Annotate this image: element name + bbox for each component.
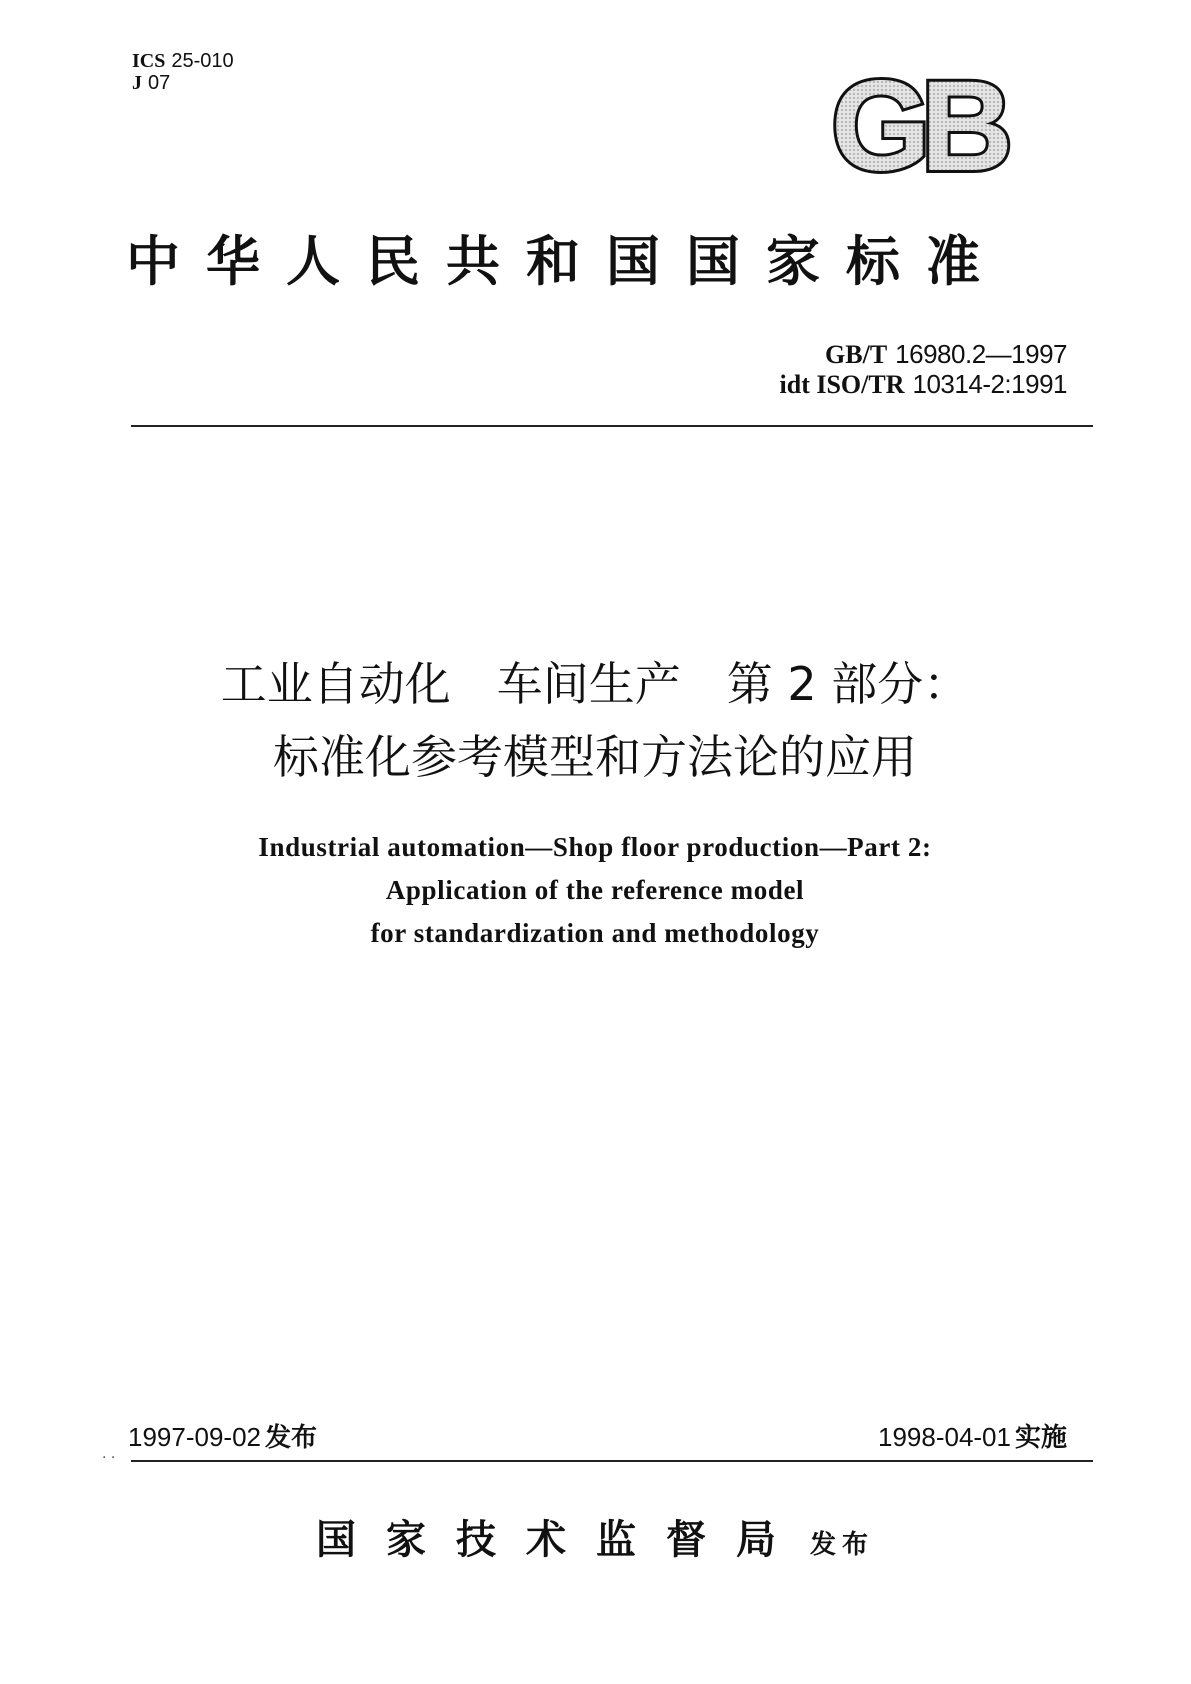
effective-date <box>878 1420 1067 1455</box>
issuer <box>120 1508 1070 1565</box>
scan-marks: · · <box>102 1450 116 1466</box>
footer-divider <box>131 1460 1093 1462</box>
ccs-code <box>132 72 170 94</box>
gb-standard-number <box>825 338 1067 371</box>
title-en-line-3: for standardization and methodology <box>370 918 820 948</box>
ics-value: 25-010 <box>171 50 234 72</box>
title-en-line-1: Industrial automation—Shop floor production—Part 2: <box>258 832 932 862</box>
header-divider <box>131 425 1093 427</box>
issue-date-value: 1997-09-02 <box>128 1422 261 1452</box>
title-cn-line-2: 标准化参考模型和方法论的应用 <box>273 730 917 784</box>
gb-logo-text: GB <box>831 72 1003 182</box>
ics-label: ICS <box>132 50 166 72</box>
gb-number: 16980.2—1997 <box>895 339 1067 369</box>
idt-prefix: idt ISO/TR <box>779 370 905 399</box>
ccs-label: J <box>132 72 142 94</box>
gb-prefix: GB/T <box>825 340 888 369</box>
gb-logo <box>812 72 1022 182</box>
issue-date-label: 发布 <box>265 1423 318 1453</box>
effective-date-value: 1998-04-01 <box>877 1422 1011 1452</box>
effective-date-label: 实施 <box>1014 1423 1067 1453</box>
issuer-organization: 国家技术监督局 <box>315 1516 806 1563</box>
idt-standard-number <box>780 368 1067 401</box>
ics-code <box>132 50 234 72</box>
issue-date <box>128 1420 317 1455</box>
ccs-value: 07 <box>148 72 171 94</box>
title-en-line-2: Application of the reference model <box>385 875 805 905</box>
issuer-action: 发布 <box>809 1530 874 1560</box>
national-standard-title: 中华人民共和国国家标准 <box>126 229 1006 293</box>
title-cn-line-1: 工业自动化 车间生产 第 2 部分： <box>220 657 970 711</box>
idt-number: 10314-2:1991 <box>912 369 1067 399</box>
